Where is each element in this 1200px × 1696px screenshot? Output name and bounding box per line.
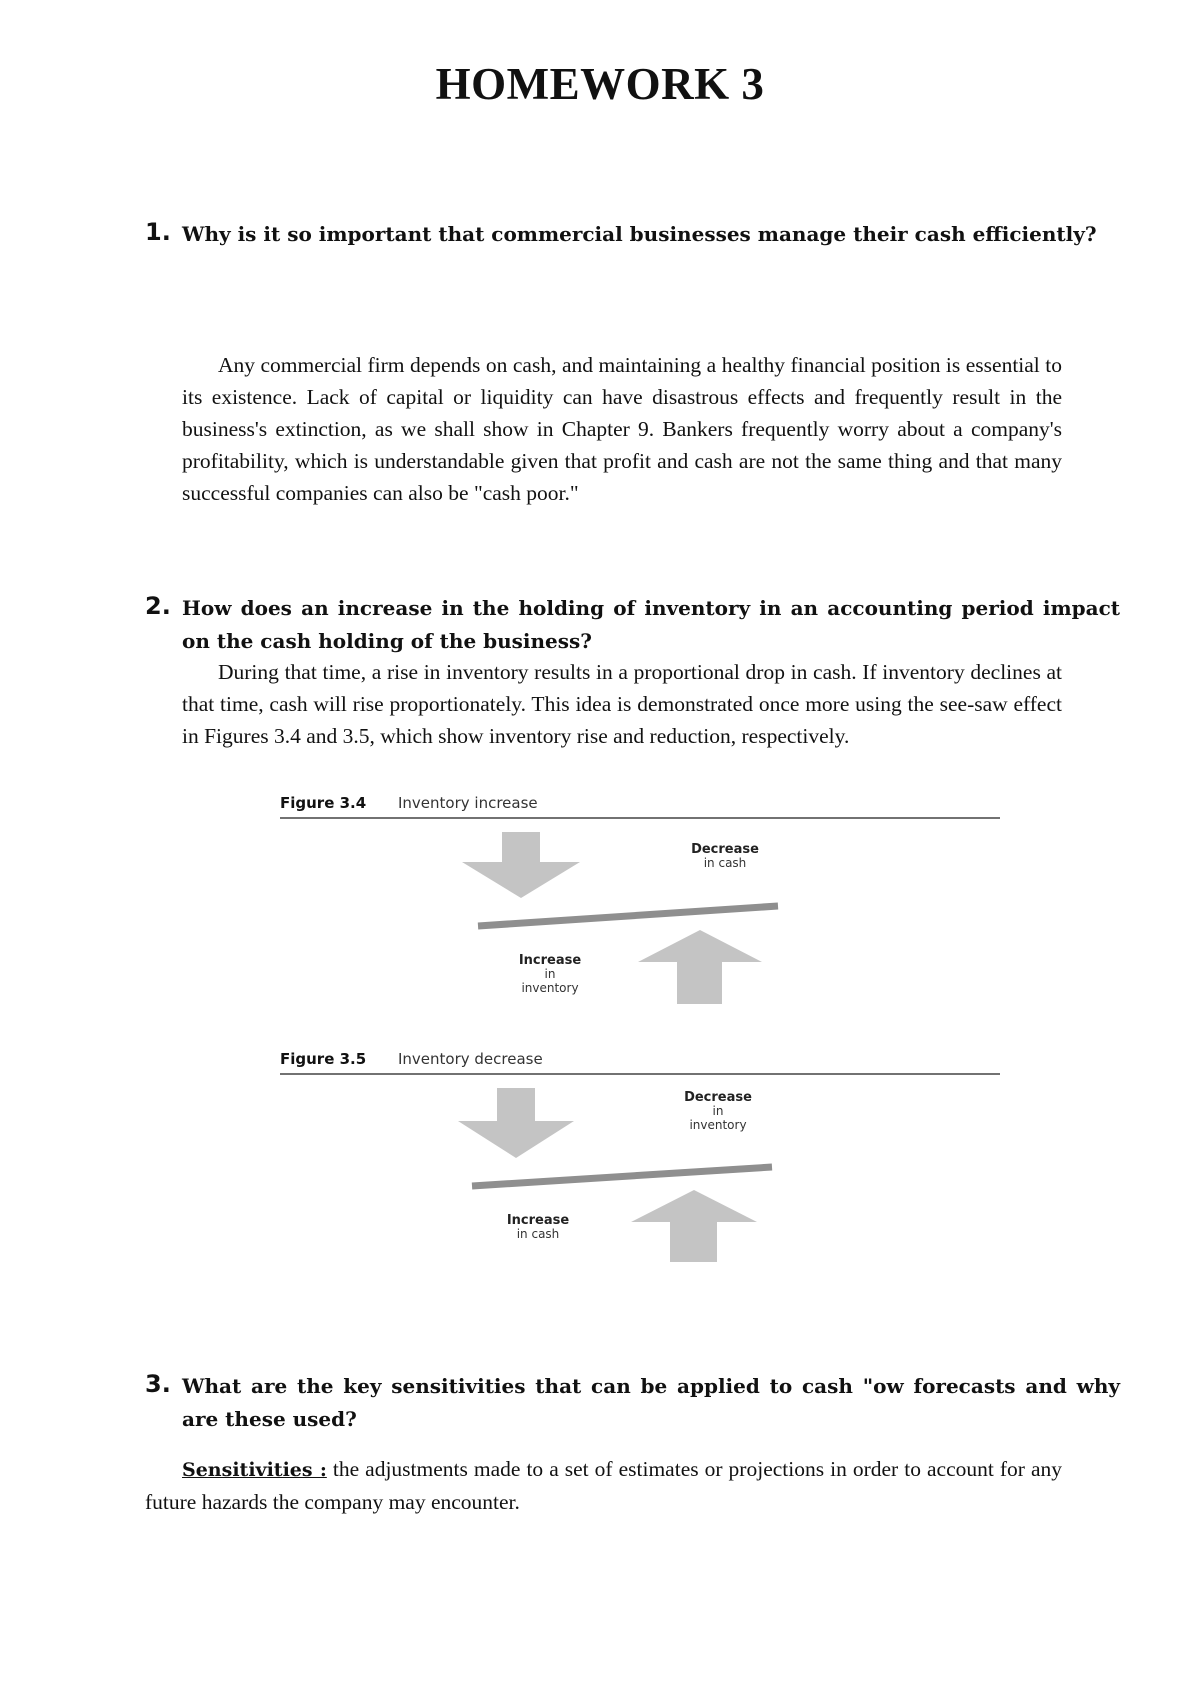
- figure-3-4-up-arrow: [638, 930, 762, 1004]
- figure-3-5-bottom-label-1: Increase: [506, 1213, 570, 1228]
- answer-2-text: During that time, a rise in inventory results in a proportional drop in cash. If inventory declines at that time, cash will rise proportionately. This idea is demonstrated once more using the see-saw effect in Figures 3.4 and 3.5, which show inventory rise and reduction, respectively.: [182, 660, 1062, 748]
- figure-3-4-seesaw-beam: [478, 906, 778, 926]
- question-3-number: 3.: [145, 1370, 171, 1398]
- answer-3-term: Sensitivities :: [182, 1459, 327, 1481]
- figure-3-4-bottom-label-3: inventory: [521, 981, 579, 995]
- figure-3-4-caption: Inventory increase: [398, 794, 538, 812]
- question-1-text: Why is it so important that commercial businesses manage their cash efficiently?: [182, 222, 1097, 246]
- answer-3-text: [145, 1453, 1062, 1518]
- figure-3-4-bottom-label-1: Increase: [518, 953, 582, 968]
- figure-3-5-label: Figure 3.5: [280, 1050, 367, 1068]
- page-title: HOMEWORK 3: [435, 59, 765, 109]
- figure-3-4-top-label-1: Decrease: [691, 842, 759, 857]
- figure-3-4-bottom-label-2: in: [544, 967, 556, 981]
- question-1-number: 1.: [145, 218, 171, 246]
- figure-3-5-bottom-label-2: in cash: [516, 1227, 560, 1241]
- question-3-text: What are the key sensitivities that can be applied to cash "ow forecasts and why are these used?: [182, 1374, 1120, 1431]
- answer-3-body: the adjustments made to a set of estimates or projections in order to account for any future hazards the company may encounter.: [145, 1457, 1062, 1514]
- figure-3-4: [270, 790, 1010, 1010]
- figure-3-4-down-arrow: [462, 832, 580, 898]
- answer-1-text: Any commercial firm depends on cash, and maintaining a healthy financial position is essential to its existence. Lack of capital or liquidity can have disastrous effects and frequently result in the business's extinction, as we shall show in Chapter 9. Bankers frequently worry about a company's profitability, which is understandable given that profit and cash are not the same thing and that many successful companies can also be "cash poor.": [182, 353, 1062, 505]
- figure-3-4-top-label-2: in cash: [703, 856, 747, 870]
- figure-3-5-top-label-1: Decrease: [684, 1090, 752, 1105]
- figure-3-5-down-arrow: [458, 1088, 574, 1158]
- question-2-number: 2.: [145, 592, 171, 620]
- figure-3-4-label: Figure 3.4: [280, 794, 367, 812]
- figure-3-5-caption: Inventory decrease: [398, 1050, 543, 1068]
- figure-3-5: [270, 1046, 1010, 1266]
- figure-3-5-seesaw-beam: [472, 1167, 772, 1186]
- figure-3-5-top-label-2: in: [712, 1104, 724, 1118]
- figure-3-5-up-arrow: [631, 1190, 757, 1262]
- figure-3-5-top-label-3: inventory: [689, 1118, 747, 1132]
- question-2-text: How does an increase in the holding of inventory in an accounting period impact on the cash holding of the business?: [182, 596, 1120, 653]
